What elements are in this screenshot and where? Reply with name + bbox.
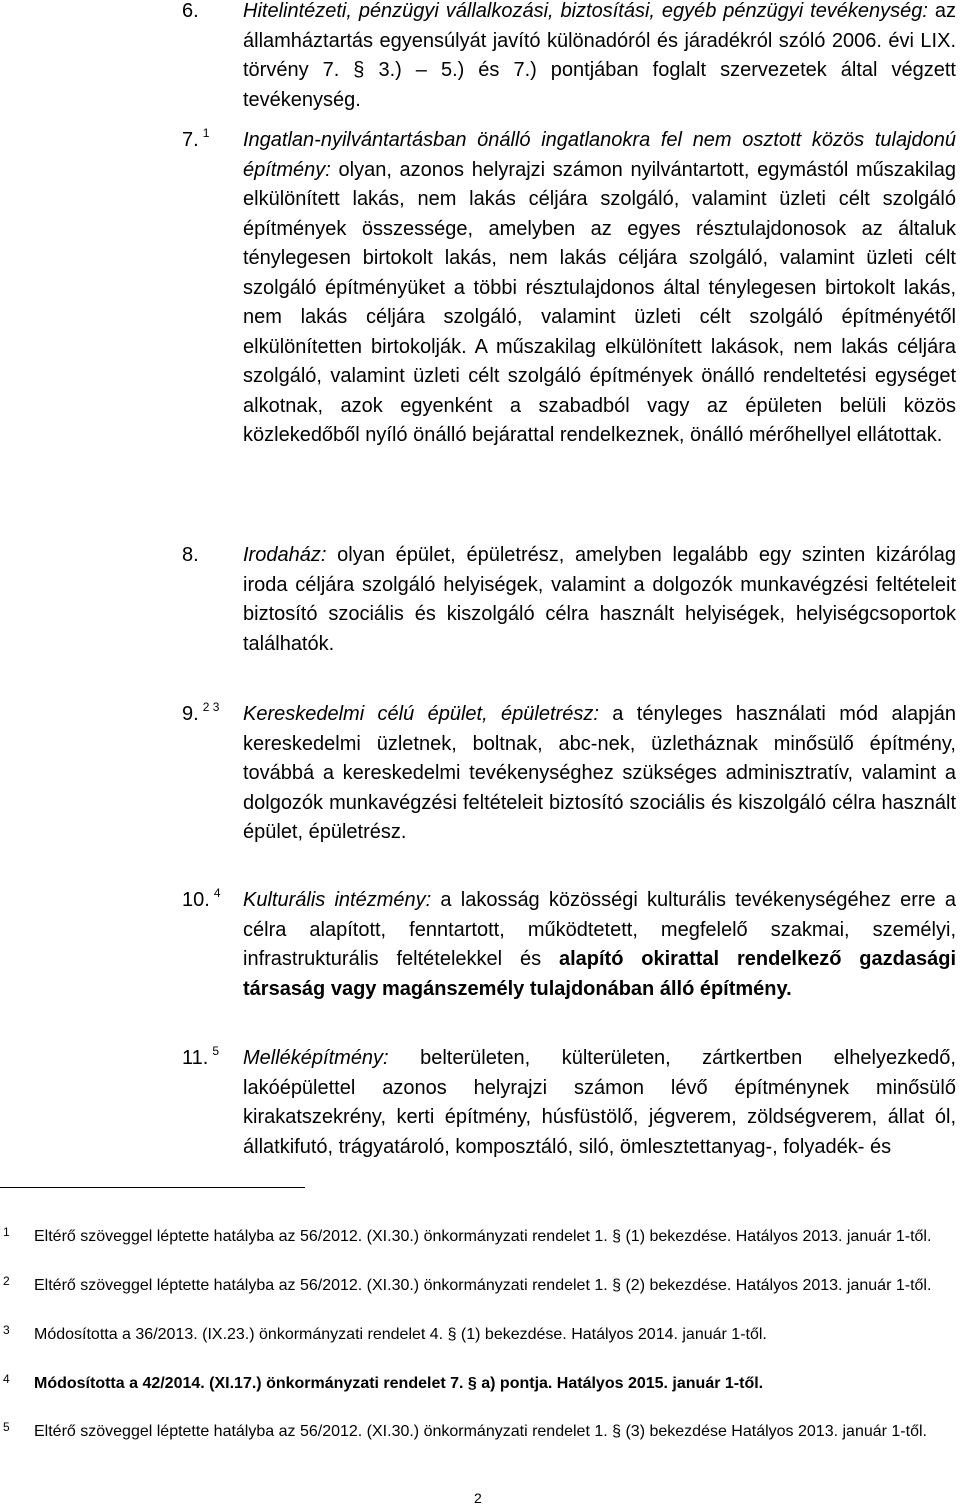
footnote-text: Eltérő szöveggel léptette hatályba az 56/2012. (XI.30.) önkormányzati rendelet 1. § (1) bekezdése. Hatályos 2013. január 1-től. [34, 1228, 932, 1245]
footnote-number: 5 [3, 1420, 10, 1434]
item-number: 6. [182, 0, 199, 22]
footnote-number: 1 [3, 1225, 10, 1239]
footnote-number: 3 [3, 1323, 10, 1337]
item-9 [182, 700, 956, 848]
item-text: Irodaház: olyan épület, épületrész, amelyben legalább egy szinten kizárólag iroda céljára szolgáló helyiségek, valamint a dolgozók munkavégzési feltételeit biztosító szociális és kiszolgáló célra használt helyiségek, helyiségcsoportok találhatók. [243, 544, 956, 655]
item-text: Kulturális intézmény: a lakosság közösségi kulturális tevékenységéhez erre a célra alapított, fenntartott, működtetett, megfelelő szakmai, személyi, infrastrukturális feltételekkel és alapító okirattal rendelkező gazdasági társaság vagy magánszemély tulajdonában álló építmény. [243, 889, 956, 1000]
item-10 [182, 886, 956, 1004]
footnote-number: 4 [3, 1372, 10, 1386]
item-number: 9. $^{2 3}$ [182, 700, 220, 725]
item-number: 7. $^1$ [182, 126, 210, 151]
item-6 [182, 0, 956, 115]
item-text: Kereskedelmi célú épület, épületrész: a tényleges használati mód alapján kereskedelmi üzletnek, boltnak, abc-nek, üzletháznak minősülő építmény, továbbá a kereskedelmi tevékenységhez szükséges adminisztratív, valamint a dolgozók munkavégzési feltételeit biztosító szociális és kiszolgáló célra használt épület, épületrész. [243, 703, 956, 843]
item-11 [182, 1044, 956, 1162]
item-7 [182, 126, 956, 451]
footnote-4 [0, 1373, 958, 1395]
footnote-separator [0, 1187, 305, 1188]
item-number: 11. $^5$ [182, 1044, 220, 1069]
footnote-number: 2 [3, 1274, 10, 1288]
footnote-2 [0, 1275, 958, 1297]
footnote-3 [0, 1324, 958, 1346]
item-text: Melléképítmény: belterületen, külterületen, zártkertben elhelyezkedő, lakóépülettel azonos helyrajzi számon lévő építménynek minősülő kirakatszekrény, kerti építmény, húsfüstölő, jégverem, zöldségverem, állat ól, állatkifutó, trágyatároló, komposztáló, siló, ömlesztettanyag-, folyadék- és [243, 1047, 956, 1158]
footnote-text: Eltérő szöveggel léptette hatályba az 56/2012. (XI.30.) önkormányzati rendelet 1. § (2) bekezdése. Hatályos 2013. január 1-től. [34, 1277, 932, 1294]
page-number: 2 [474, 1490, 482, 1506]
item-number: 8. [182, 544, 199, 566]
footnote-5 [0, 1421, 958, 1443]
footnote-1 [0, 1226, 958, 1248]
footnote-text: Eltérő szöveggel léptette hatályba az 56/2012. (XI.30.) önkormányzati rendelet 1. § (3) bekezdése Hatályos 2013. január 1-től. [34, 1423, 927, 1440]
item-text: Ingatlan-nyilvántartásban önálló ingatlanokra fel nem osztott közös tulajdonú építmény: olyan, azonos helyrajzi számon nyilvántartott, egymástól műszakilag elkülönített lakás, nem lakás céljára szolgáló, valamint üzleti célt szolgáló építmények összessége, amelyben az egyes résztulajdonosok az általuk ténylegesen birtokolt lakás, nem lakás céljára szolgáló, valamint üzleti célt szolgáló építményüket a többi résztulajdonos által ténylegesen birtokolt lakás, nem lakás céljára szolgáló, valamint üzleti célt szolgáló építményétől elkülönítetten birtokolják. A műszakilag elkülönített lakások, nem lakás céljára szolgáló, valamint üzleti célt szolgáló építmények önálló rendeltetési egységet alkotnak, azok egyenként a szabadból vagy az épületen belüli közös közlekedőből nyíló önálló bejárattal rendelkeznek, önálló mérőhellyel ellátottak. [243, 129, 956, 446]
item-number: 10. $^4$ [182, 886, 221, 911]
item-8 [182, 541, 956, 659]
item-text: Hitelintézeti, pénzügyi vállalkozási, biztosítási, egyéb pénzügyi tevékenység: az államháztartás egyensúlyát javító különadóról és járadékról szóló 2006. évi LIX. törvény 7. § 3.) – 5.) és 7.) pontjában foglalt szervezetek által végzett tevékenység. [243, 0, 956, 111]
footnote-text: Módosította a 36/2013. (IX.23.) önkormányzati rendelet 4. § (1) bekezdése. Hatályos 2014. január 1-től. [34, 1326, 767, 1343]
footnote-text: Módosította a 42/2014. (XI.17.) önkormányzati rendelet 7. § a) pontja. Hatályos 2015. január 1-től. [34, 1375, 764, 1392]
